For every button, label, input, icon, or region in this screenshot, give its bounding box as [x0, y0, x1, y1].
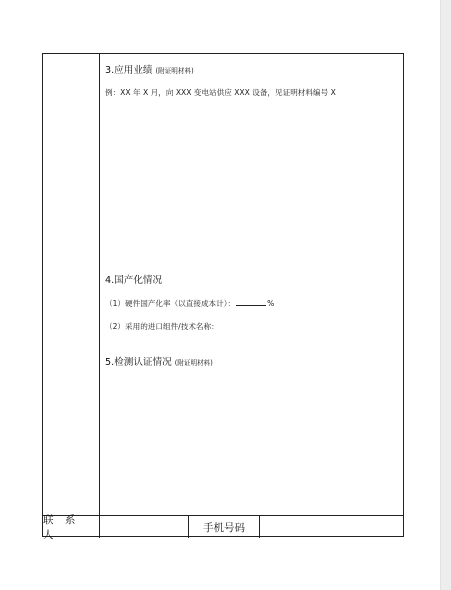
form-label-column: [43, 54, 100, 515]
section-4-line-1: [105, 298, 274, 309]
section-5-heading: [105, 354, 213, 368]
contact-label: 联 系 人: [43, 516, 100, 538]
section-4-heading: [105, 272, 162, 286]
section-3-example: 例：XX 年 X 月，向 XXX 变电站供应 XXX 设备，见证明材料编号 X: [105, 88, 336, 97]
localization-rate-label: （1）硬件国产化率（以直接成本计）：: [105, 299, 236, 308]
localization-rate-blank[interactable]: [236, 298, 266, 306]
section-5-title: 5.检测认证情况: [105, 357, 172, 368]
section-3-heading: [105, 62, 194, 76]
phone-label: 手机号码: [189, 516, 260, 538]
form-table: [42, 53, 404, 541]
contact-row: [43, 514, 403, 541]
section-4-title: 4.国产化情况: [105, 275, 163, 286]
phone-value-field[interactable]: [260, 516, 403, 538]
form-content-cell: [101, 54, 403, 515]
percent-sign: %: [267, 299, 275, 308]
scrollbar-track[interactable]: [440, 0, 451, 590]
section-5-note: (附证明材料): [174, 359, 213, 367]
section-3-note: (附证明材料): [155, 67, 194, 75]
section-3-title: 3.应用业绩: [105, 65, 153, 76]
section-4-line-2: （2）采用的进口组件/技术名称：: [105, 322, 219, 331]
contact-value-field[interactable]: [100, 516, 189, 538]
